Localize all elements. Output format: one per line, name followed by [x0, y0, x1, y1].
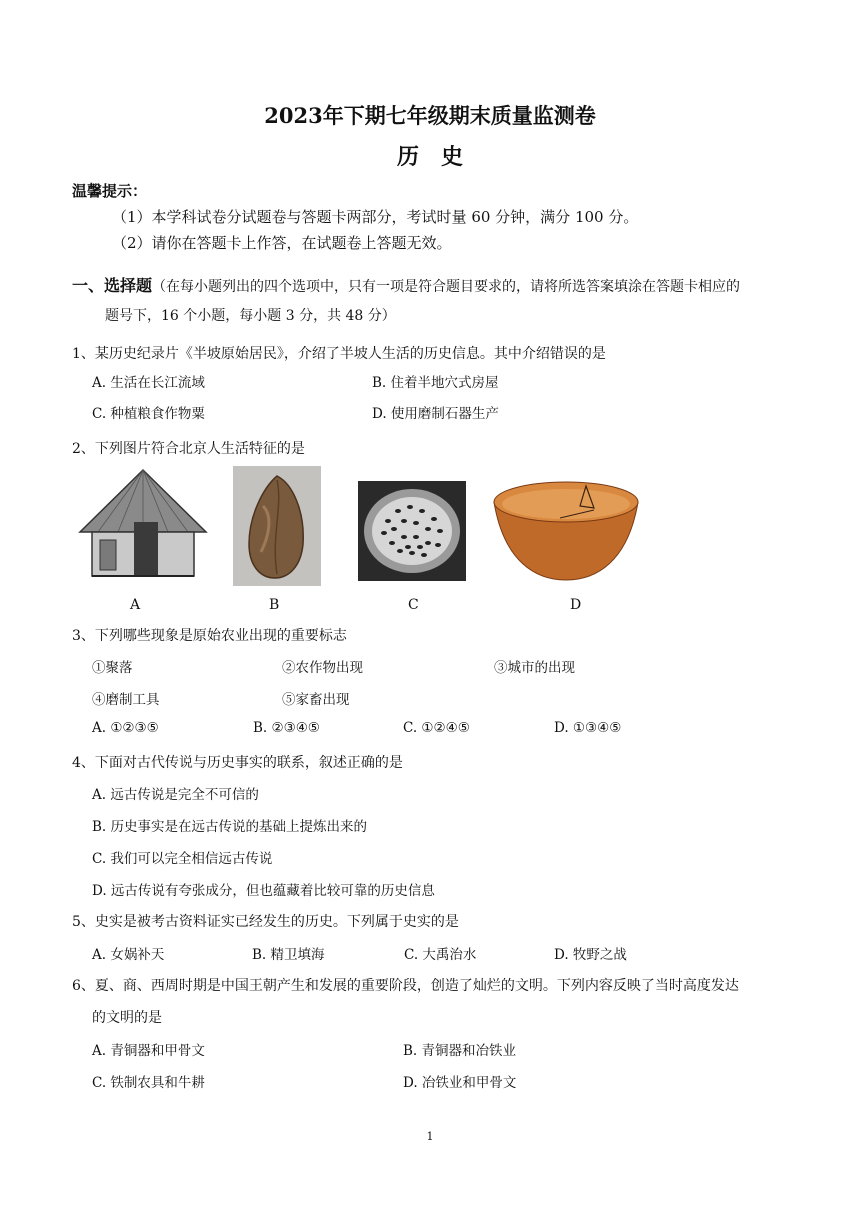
- q6-option-d: D. 冶铁业和甲骨文: [403, 1075, 517, 1091]
- q1-option-c: C. 种植粮食作物粟: [92, 406, 205, 422]
- q1-option-a: A. 生活在长江流域: [92, 375, 205, 391]
- q3-option-a: A. ①②③⑤: [92, 720, 159, 736]
- picture-label-b: B: [269, 597, 280, 613]
- q3-item-5: ⑤家畜出现: [282, 692, 350, 708]
- q5-option-b: B. 精卫填海: [252, 947, 325, 963]
- grain-bowl-image: [358, 481, 466, 581]
- q6-stem-continued: 的文明的是: [92, 1010, 162, 1026]
- q1-option-b: B. 住着半地穴式房屋: [372, 375, 499, 391]
- q6-option-c: C. 铁制农具和牛耕: [92, 1075, 205, 1091]
- q2-stem: 2、下列图片符合北京人生活特征的是: [72, 441, 305, 457]
- notice-line-2: （2）请你在答题卡上作答，在试题卷上答题无效。: [112, 234, 452, 252]
- q3-option-d: D. ①③④⑤: [554, 720, 622, 736]
- q4-option-a: A. 远古传说是完全不可信的: [92, 787, 259, 803]
- q3-item-3: ③城市的出现: [494, 660, 575, 676]
- primitive-hut-image: [78, 466, 208, 586]
- exam-title: 2023年下期七年级期末质量监测卷: [264, 103, 596, 128]
- q3-item-1: ①聚落: [92, 660, 133, 676]
- q1-stem: 1、某历史纪录片《半坡原始居民》，介绍了半坡人生活的历史信息。其中介绍错误的是: [72, 346, 606, 362]
- picture-label-a: A: [130, 597, 141, 613]
- q5-option-c: C. 大禹治水: [404, 947, 477, 963]
- painted-pottery-bowl-image: [490, 478, 642, 584]
- q6-option-a: A. 青铜器和甲骨文: [92, 1043, 205, 1059]
- q3-option-c: C. ①②④⑤: [403, 720, 470, 736]
- q5-stem: 5、史实是被考古资料证实已经发生的历史。下列属于史实的是: [72, 914, 459, 930]
- section-desc-2: 题号下，16 个小题，每小题 3 分，共 48 分）: [105, 308, 396, 324]
- q4-option-c: C. 我们可以完全相信远古传说: [92, 851, 273, 867]
- picture-label-c: C: [408, 597, 419, 613]
- notice-line-1: （1）本学科试卷分试题卷与答题卡两部分，考试时量 60 分钟，满分 100 分。: [112, 208, 639, 226]
- hand-axe-image: [233, 466, 321, 586]
- page-number: 1: [426, 1130, 434, 1143]
- q6-option-b: B. 青铜器和冶铁业: [403, 1043, 517, 1059]
- section-heading-line: [72, 273, 740, 296]
- section-desc-1: （在每小题列出的四个选项中，只有一项是符合题目要求的，请将所选答案填涂在答题卡相应的: [152, 279, 741, 295]
- q4-stem: 4、下面对古代传说与历史事实的联系，叙述正确的是: [72, 755, 403, 771]
- q1-option-d: D. 使用磨制石器生产: [372, 406, 499, 422]
- picture-label-d: D: [570, 597, 582, 613]
- notice-label: 温馨提示：: [72, 182, 148, 200]
- q4-option-d: D. 远古传说有夸张成分，但也蕴藏着比较可靠的历史信息: [92, 883, 435, 899]
- q4-option-b: B. 历史事实是在远古传说的基础上提炼出来的: [92, 819, 368, 835]
- q5-option-a: A. 女娲补天: [92, 947, 165, 963]
- section-heading: 一、选择题: [72, 276, 153, 295]
- subject-title: 历史: [396, 144, 485, 170]
- q5-option-d: D. 牧野之战: [554, 947, 627, 963]
- q3-item-4: ④磨制工具: [92, 692, 160, 708]
- q6-stem: 6、夏、商、西周时期是中国王朝产生和发展的重要阶段，创造了灿烂的文明。下列内容反映了当时高度发达: [72, 978, 739, 994]
- q3-stem: 3、下列哪些现象是原始农业出现的重要标志: [72, 628, 347, 644]
- q3-option-b: B. ②③④⑤: [253, 720, 320, 736]
- q3-item-2: ②农作物出现: [282, 660, 363, 676]
